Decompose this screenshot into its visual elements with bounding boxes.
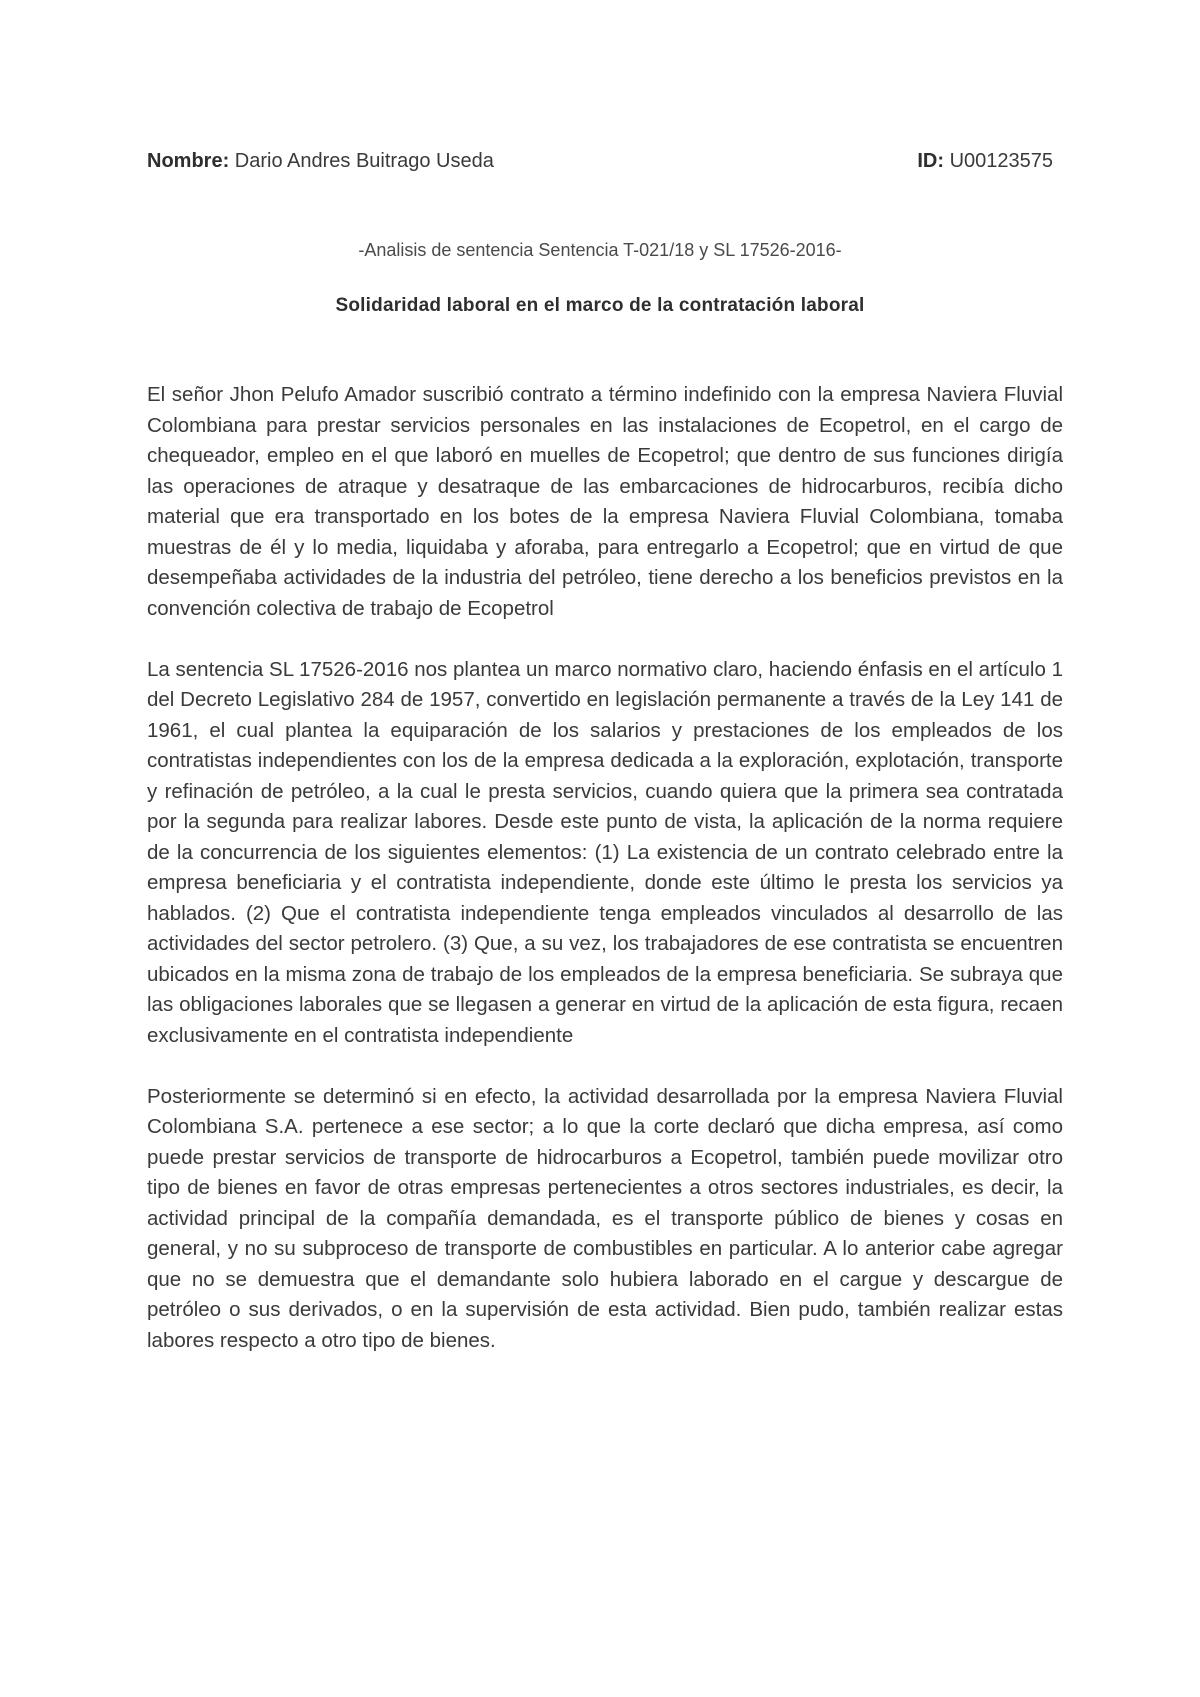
- document-title: Solidaridad laboral en el marco de la contratación laboral: [335, 295, 865, 316]
- student-id: [917, 146, 1053, 176]
- paragraph-1: El señor Jhon Pelufo Amador suscribió contrato a término indefinido con la empresa Naviera Fluvial Colombiana para prestar servicios personales en las instalaciones de Ecopetrol, en el cargo de chequeador, empleo en el que laboró en muelles de Ecopetrol; que dentro de sus funciones dirigía las operaciones de atraque y desatraque de las embarcaciones de hidrocarburos, recibía dicho material que era transportado en los botes de la empresa Naviera Fluvial Colombiana, tomaba muestras de él y lo media, liquidaba y aforaba, para entregarlo a Ecopetrol; que en virtud de que desempeñaba actividades de la industria del petróleo, tiene derecho a los beneficios previstos en la convención colectiva de trabajo de Ecopetrol: [147, 383, 1063, 620]
- name-value: Dario Andres Buitrago Useda: [234, 150, 494, 172]
- id-label: ID:: [917, 150, 944, 172]
- paragraph-2: La sentencia SL 17526-2016 nos plantea un marco normativo claro, haciendo énfasis en el artículo 1 del Decreto Legislativo 284 de 1957, convertido en legislación permanente a través de la Ley 141 de 1961, el cual plantea la equiparación de los salarios y prestaciones de los empleados de los contratistas independientes con los de la empresa dedicada a la exploración, explotación, transporte y refinación de petróleo, a la cual le presta servicios, cuando quiera que la primera sea contratada por la segunda para realizar labores. Desde este punto de vista, la aplicación de la norma requiere de la concurrencia de los siguientes elementos: (1) La existencia de un contrato celebrado entre la empresa beneficiaria y el contratista independiente, donde este último le presta los servicios ya hablados. (2) Que el contratista independiente tenga empleados vinculados al desarrollo de las actividades del sector petrolero. (3) Que, a su vez, los trabajadores de ese contratista se encuentren ubicados en la misma zona de trabajo de los empleados de la empresa beneficiaria. Se subraya que las obligaciones laborales que se llegasen a generar en virtud de la aplicación de esta figura, recaen exclusivamente en el contratista independiente: [147, 657, 1063, 1047]
- paragraph-3: Posteriormente se determinó si en efecto, la actividad desarrollada por la empresa Naviera Fluvial Colombiana S.A. pertenece a ese sector; a lo que la corte declaró que dicha empresa, así como puede prestar servicios de transporte de hidrocarburos a Ecopetrol, también puede movilizar otro tipo de bienes en favor de otras empresas pertenecientes a otros sectores industriales, es decir, la actividad principal de la compañía demandada, es el transporte público de bienes y cosas en general, y no su subproceso de transporte de combustibles en particular. A lo anterior cabe agregar que no se demuestra que el demandante solo hubiera laborado en el cargue y descargue de petróleo o sus derivados, o en la supervisión de esta actividad. Bien pudo, también realizar estas labores respecto a otro tipo de bienes.: [147, 1084, 1063, 1352]
- student-name: [147, 146, 494, 176]
- document-subtitle: -Analisis de sentencia Sentencia T-021/18 y SL 17526-2016-: [358, 240, 842, 260]
- header-row: [147, 146, 1053, 176]
- name-label: Nombre:: [147, 150, 230, 172]
- id-value: U00123575: [949, 150, 1053, 172]
- document-body: [147, 380, 1063, 1387]
